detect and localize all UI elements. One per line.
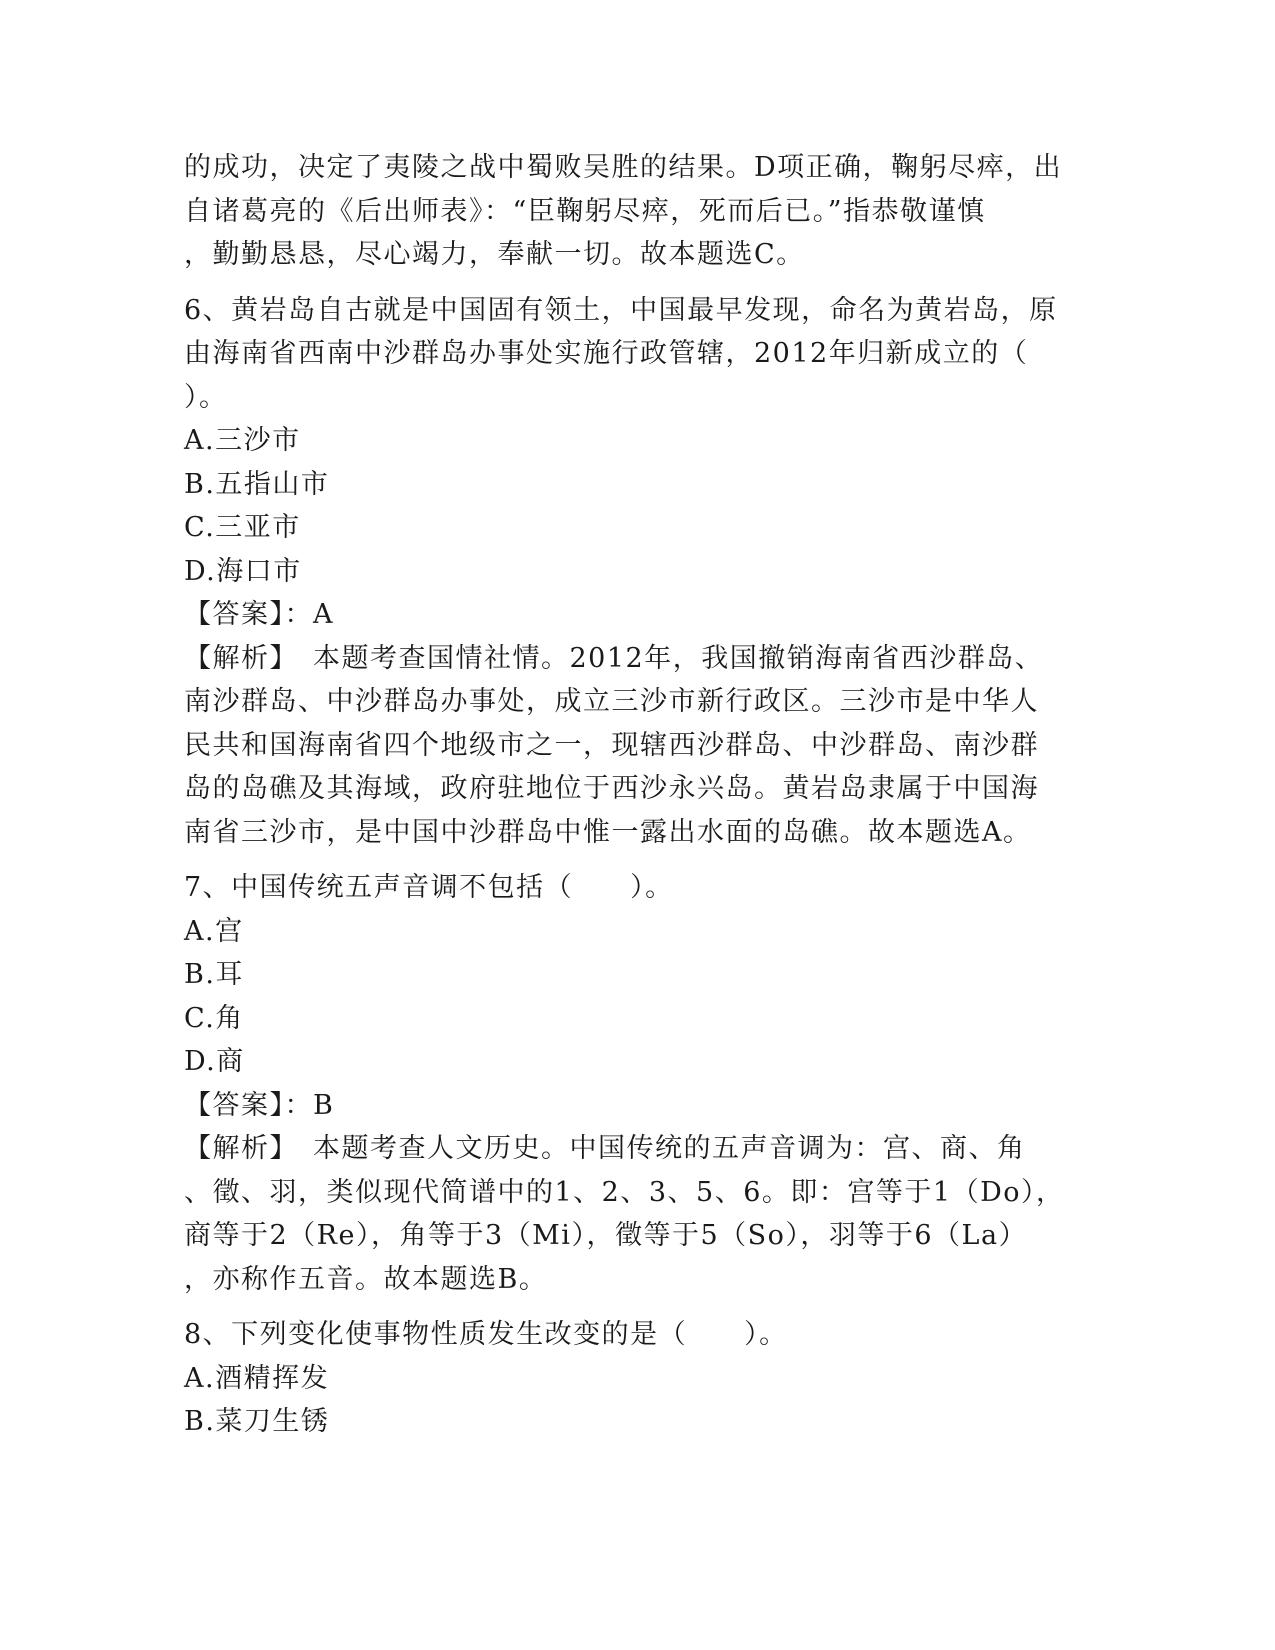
analysis-line: 岛的岛礁及其海域，政府驻地位于西沙永兴岛。黄岩岛隶属于中国海 [184, 773, 1039, 804]
option-b: B.耳 [184, 959, 244, 990]
option-c: C.角 [184, 1002, 244, 1034]
text-line: 的成功，决定了夷陵之战中蜀败吴胜的结果。D项正确，鞠躬尽瘁，出 [184, 152, 1063, 183]
q5-analysis-tail [184, 146, 1084, 277]
analysis-line: 、徵、羽，类似现代简谱中的1、2、3、5、6。即：宫等于1（Do）， [184, 1176, 1065, 1208]
analysis-line: ，亦称作五音。故本题选B。 [184, 1263, 548, 1295]
question-stem: 6、黄岩岛自古就是中国固有领土，中国最早发现，命名为黄岩岛，原 [184, 294, 1058, 326]
analysis-line: 【解析】 本题考查人文历史。中国传统的五声音调为：宫、商、角 [184, 1133, 1026, 1164]
analysis-line: 民共和国海南省四个地级市之一，现辖西沙群岛、中沙群岛、南沙群 [184, 729, 1039, 761]
question-stem: 8、下列变化使事物性质发生改变的是（ ）。 [184, 1319, 788, 1350]
question-6 [184, 289, 1084, 855]
option-a: A.酒精挥发 [184, 1362, 330, 1394]
option-b: B.五指山市 [184, 468, 330, 500]
answer-line: 【答案】：B [184, 1089, 335, 1121]
answer-line: 【答案】：A [184, 599, 334, 630]
option-b: B.菜刀生锈 [184, 1406, 330, 1437]
question-stem: 由海南省西南中沙群岛办事处实施行政管辖，2012年归新成立的（ [184, 338, 1029, 369]
analysis-line: 【解析】 本题考查国情社情。2012年，我国撤销海南省西沙群岛、 [184, 642, 1044, 674]
option-d: D.商 [184, 1046, 245, 1077]
option-c: C.三亚市 [184, 512, 301, 543]
question-8 [184, 1313, 1084, 1444]
option-d: D.海口市 [184, 555, 302, 587]
analysis-line: 商等于2（Re），角等于3（Mi），徵等于5（So），羽等于6（La） [184, 1220, 1028, 1251]
document-page [184, 146, 1084, 1444]
text-line: 自诸葛亮的《后出师表》：“臣鞠躬尽瘁，死而后已。”指恭敬谨慎 [184, 195, 986, 227]
question-7 [184, 866, 1084, 1301]
option-a: A.三沙市 [184, 425, 301, 456]
text-line: ，勤勤恳恳，尽心竭力，奉献一切。故本题选C。 [184, 239, 805, 270]
analysis-line: 南省三沙市，是中国中沙群岛中惟一露出水面的岛礁。故本题选A。 [184, 816, 1032, 848]
question-stem: 7、中国传统五声音调不包括（ ）。 [184, 872, 674, 903]
question-stem: ）。 [184, 381, 228, 413]
analysis-line: 南沙群岛、中沙群岛办事处，成立三沙市新行政区。三沙市是中华人 [184, 686, 1039, 717]
option-a: A.宫 [184, 915, 244, 947]
